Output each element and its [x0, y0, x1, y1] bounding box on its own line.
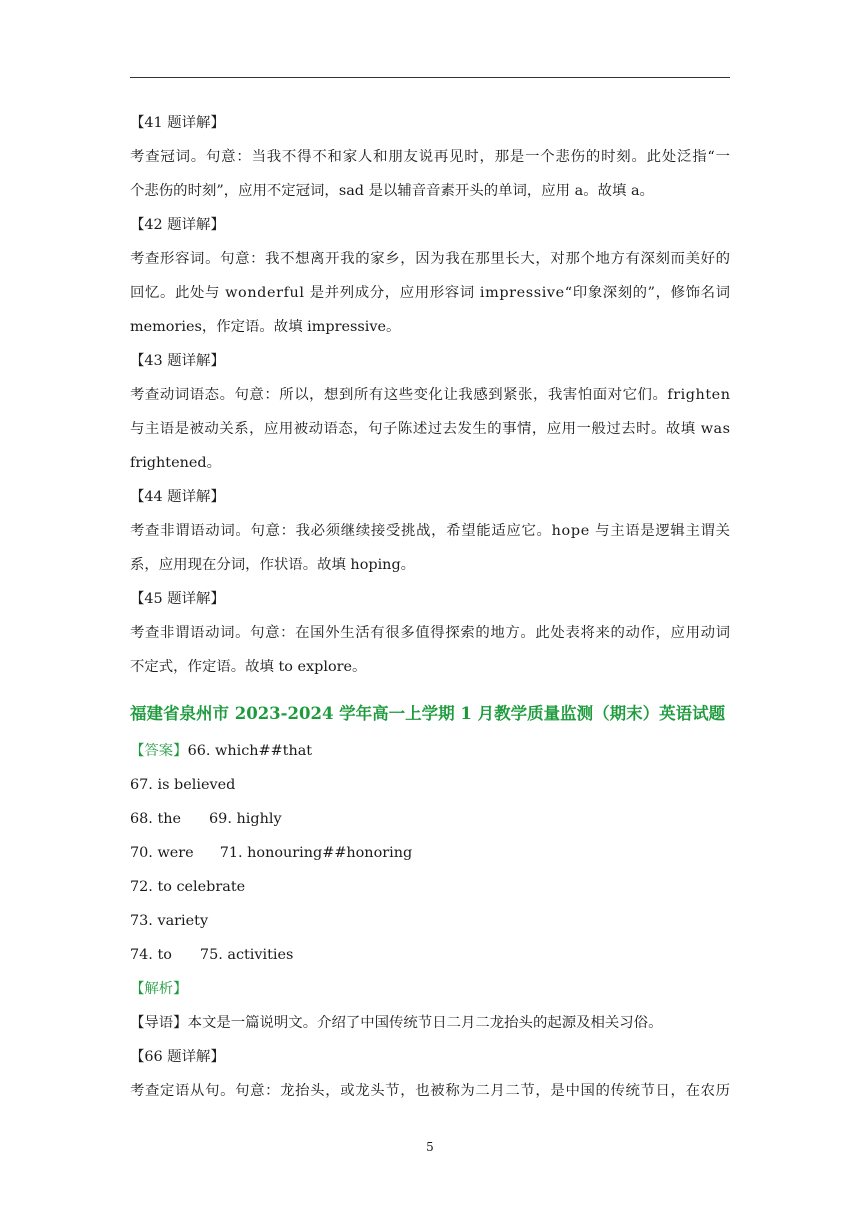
answer-71: 71. honouring##honoring	[219, 845, 413, 861]
answer-line-70-71	[130, 836, 730, 870]
explanation-q42-line1: 考查形容词。句意：我不想离开我的家乡，因为我在那里长大，对那个地方有深刻而美好的	[130, 251, 731, 267]
explanation-q66-line1: 考查定语从句。句意：龙抬头，或龙头节，也被称为二月二节，是中国的传统节日，在农历	[130, 1083, 731, 1099]
document-body	[130, 106, 730, 1108]
explanation-q43-line3: frightened。	[130, 455, 221, 471]
explanation-q44-line1: 考查非谓语动词。句意：我必须继续接受挑战，希望能适应它。hope 与主语是逻辑主谓关	[130, 523, 731, 539]
answer-66: 66. which##that	[187, 743, 313, 759]
answer-72: 72. to celebrate	[130, 879, 246, 895]
answer-line-68-69	[130, 802, 730, 836]
explanation-q45-line2: 不定式，作定语。故填 to explore。	[130, 659, 367, 675]
heading-q44: 【44 题详解】	[130, 489, 225, 505]
explanation-q41-line1: 考查冠词。句意：当我不得不和家人和朋友说再见时，那是一个悲伤的时刻。此处泛指“一	[130, 149, 731, 165]
heading-q41: 【41 题详解】	[130, 115, 225, 131]
answer-68: 68. the	[130, 811, 182, 827]
answer-tag: 【答案】	[130, 743, 188, 759]
answer-73: 73. variety	[130, 913, 209, 929]
explanation-q42-line2: 回忆。此处与 wonderful 是并列成分，应用形容词 impressive“印象深刻的”，修饰名词	[130, 285, 731, 301]
answer-69: 69. highly	[209, 811, 282, 827]
explanation-q45-line1: 考查非谓语动词。句意：在国外生活有很多值得探索的地方。此处表将来的动作，应用动词	[130, 625, 731, 641]
answer-line-74-75	[130, 938, 730, 972]
explanation-q42-line3: memories，作定语。故填 impressive。	[130, 319, 401, 335]
page-number: 5	[426, 1140, 434, 1154]
header-rule	[130, 77, 730, 78]
answer-67: 67. is believed	[130, 777, 236, 793]
answer-70: 70. were	[130, 845, 194, 861]
answer-line-66	[130, 734, 730, 768]
analysis-tag: 【解析】	[130, 981, 188, 997]
explanation-q41-line2: 个悲伤的时刻”，应用不定冠词，sad 是以辅音音素开头的单词，应用 a。故填 a。	[130, 183, 654, 199]
heading-q45: 【45 题详解】	[130, 591, 225, 607]
explanation-q43-line2: 与主语是被动关系，应用被动语态，句子陈述过去发生的事情，应用一般过去时。故填 was	[130, 421, 731, 437]
heading-q66: 【66 题详解】	[130, 1049, 225, 1065]
answer-74: 74. to	[130, 947, 172, 963]
heading-q42: 【42 题详解】	[130, 217, 225, 233]
guide-text: 【导语】本文是一篇说明文。介绍了中国传统节日二月二龙抬头的起源及相关习俗。	[130, 1015, 663, 1031]
explanation-q44-line2: 系，应用现在分词，作状语。故填 hoping。	[130, 557, 416, 573]
exam-title: 福建省泉州市 2023-2024 学年高一上学期 1 月教学质量监测（期末）英语试题	[130, 704, 726, 723]
answer-75: 75. activities	[199, 947, 294, 963]
heading-q43: 【43 题详解】	[130, 353, 225, 369]
explanation-q43-line1: 考查动词语态。句意：所以，想到所有这些变化让我感到紧张，我害怕面对它们。frighten	[130, 387, 731, 403]
